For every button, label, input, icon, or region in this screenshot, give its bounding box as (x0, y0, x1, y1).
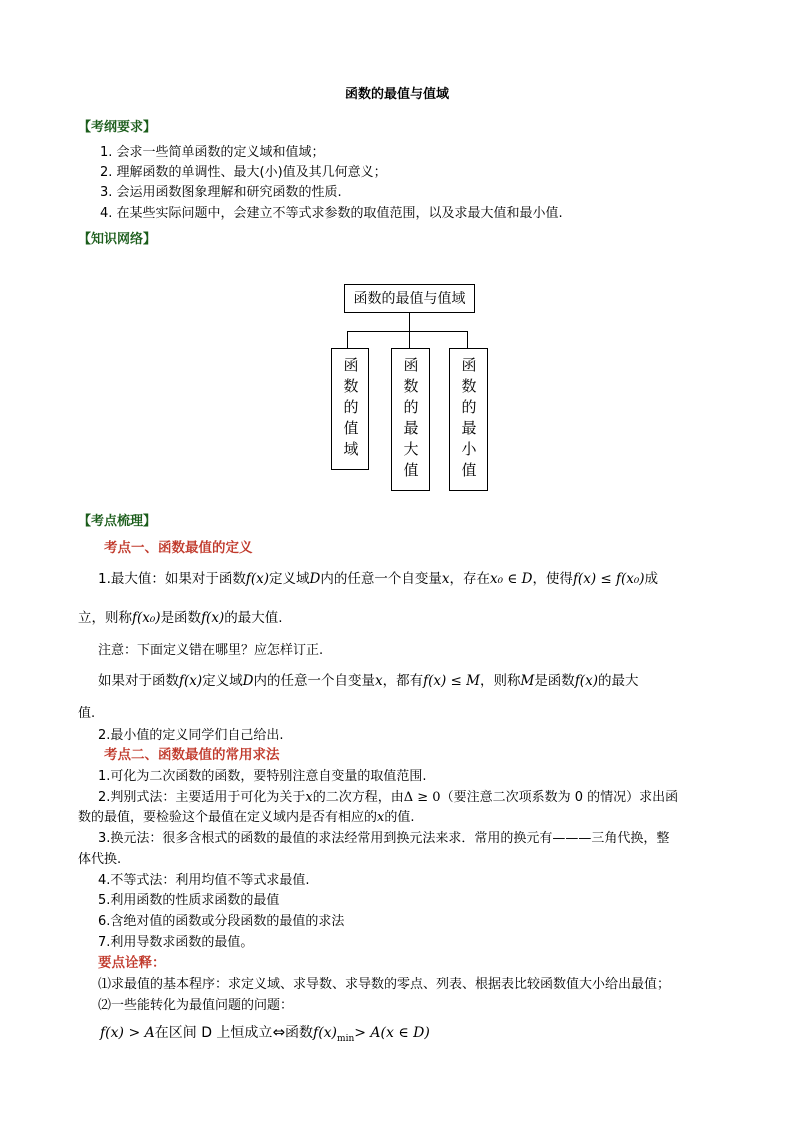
method-item-cont: 数的最值，要检验这个最值在定义域内是否有相应的x的值. (78, 810, 415, 825)
method-item: 5.利用函数的性质求函数的最值 (98, 893, 280, 908)
section-heading-network: 【知识网络】 (78, 232, 157, 247)
diagram-root-box (344, 284, 475, 313)
diagram-child-label: 函数的最大值 (403, 356, 419, 479)
max-definition-line1: 1.最大值：如果对于函数f(x)定义域D内的任意一个自变量x，存在x₀ ∈ D，使得f(x) ≤ f(x₀)成 (98, 571, 659, 587)
note-item: ⑴求最值的基本程序：求定义域、求导数、求导数的零点、列表、根据表比较函数值大小给出最值； (98, 977, 671, 992)
diagram-child-label: 函数的最小值 (461, 356, 477, 479)
diagram-connector (409, 313, 410, 331)
method-item: 7.利用导数求函数的最值。 (98, 935, 254, 950)
section-heading-requirements: 【考纲要求】 (78, 120, 157, 135)
method-item-cont: 体代换. (78, 852, 122, 867)
method-item: 1.可化为二次函数的函数，要特别注意自变量的取值范围. (98, 769, 427, 784)
note-item: ⑵一些能转化为最值问题的问题： (98, 998, 294, 1013)
max-definition-line2: 立，则称f(x₀)是函数f(x)的最大值. (78, 610, 283, 626)
diagram-root-label: 函数的最值与值域 (353, 291, 466, 307)
list-item: 4. 在某些实际问题中，会建立不等式求参数的取值范围，以及求最大值和最小值. (100, 206, 563, 221)
min-definition: 2.最小值的定义同学们自己给出. (98, 728, 284, 743)
diagram-connector (467, 331, 468, 348)
diagram-child-box (391, 348, 430, 491)
diagram-connector (347, 331, 468, 332)
kp-heading-methods: 考点二、函数最值的常用求法 (104, 747, 280, 763)
method-item: 4.不等式法：利用均值不等式求最值. (98, 873, 310, 888)
diagram-child-box (331, 348, 369, 470)
note-question: 注意：下面定义错在哪里？应怎样订正. (98, 643, 324, 658)
diagram-child-label: 函数的值域 (343, 356, 359, 458)
wrong-definition-line2: 值. (78, 706, 96, 721)
diagram-connector (347, 331, 348, 348)
list-item: 2. 理解函数的单调性、最大(小)值及其几何意义； (100, 165, 387, 180)
list-item: 1. 会求一些简单函数的定义域和值域； (100, 145, 325, 160)
section-heading-points: 【考点梳理】 (78, 514, 157, 529)
notes-heading: 要点诠释： (98, 955, 166, 971)
kp-heading-definition: 考点一、函数最值的定义 (104, 540, 253, 556)
equivalence-formula: f(x) > A在区间 D 上恒成立⇔函数$f(x)_{min}> A(x$ ∈ D) (100, 1023, 430, 1044)
list-item: 3. 会运用函数图象理解和研究函数的性质. (100, 185, 342, 200)
page-title: 函数的最值与值域 (344, 87, 449, 102)
method-item: 2.判别式法：主要适用于可化为关于x的二次方程，由Δ ≥ 0（要注意二次项系数为 0 的情况）求出函 (98, 790, 679, 805)
diagram-connector (409, 331, 410, 348)
method-item: 3.换元法：很多含根式的函数的最值的求法经常用到换元法来求．常用的换元有———三角代换，整 (98, 831, 670, 846)
wrong-definition-line1: 如果对于函数f(x)定义域D内的任意一个自变量x，都有f(x) ≤ M，则称M是函数f(x)的最大 (98, 673, 639, 689)
diagram-child-box (449, 348, 488, 491)
method-item: 6.含绝对值的函数或分段函数的最值的求法 (98, 914, 345, 929)
